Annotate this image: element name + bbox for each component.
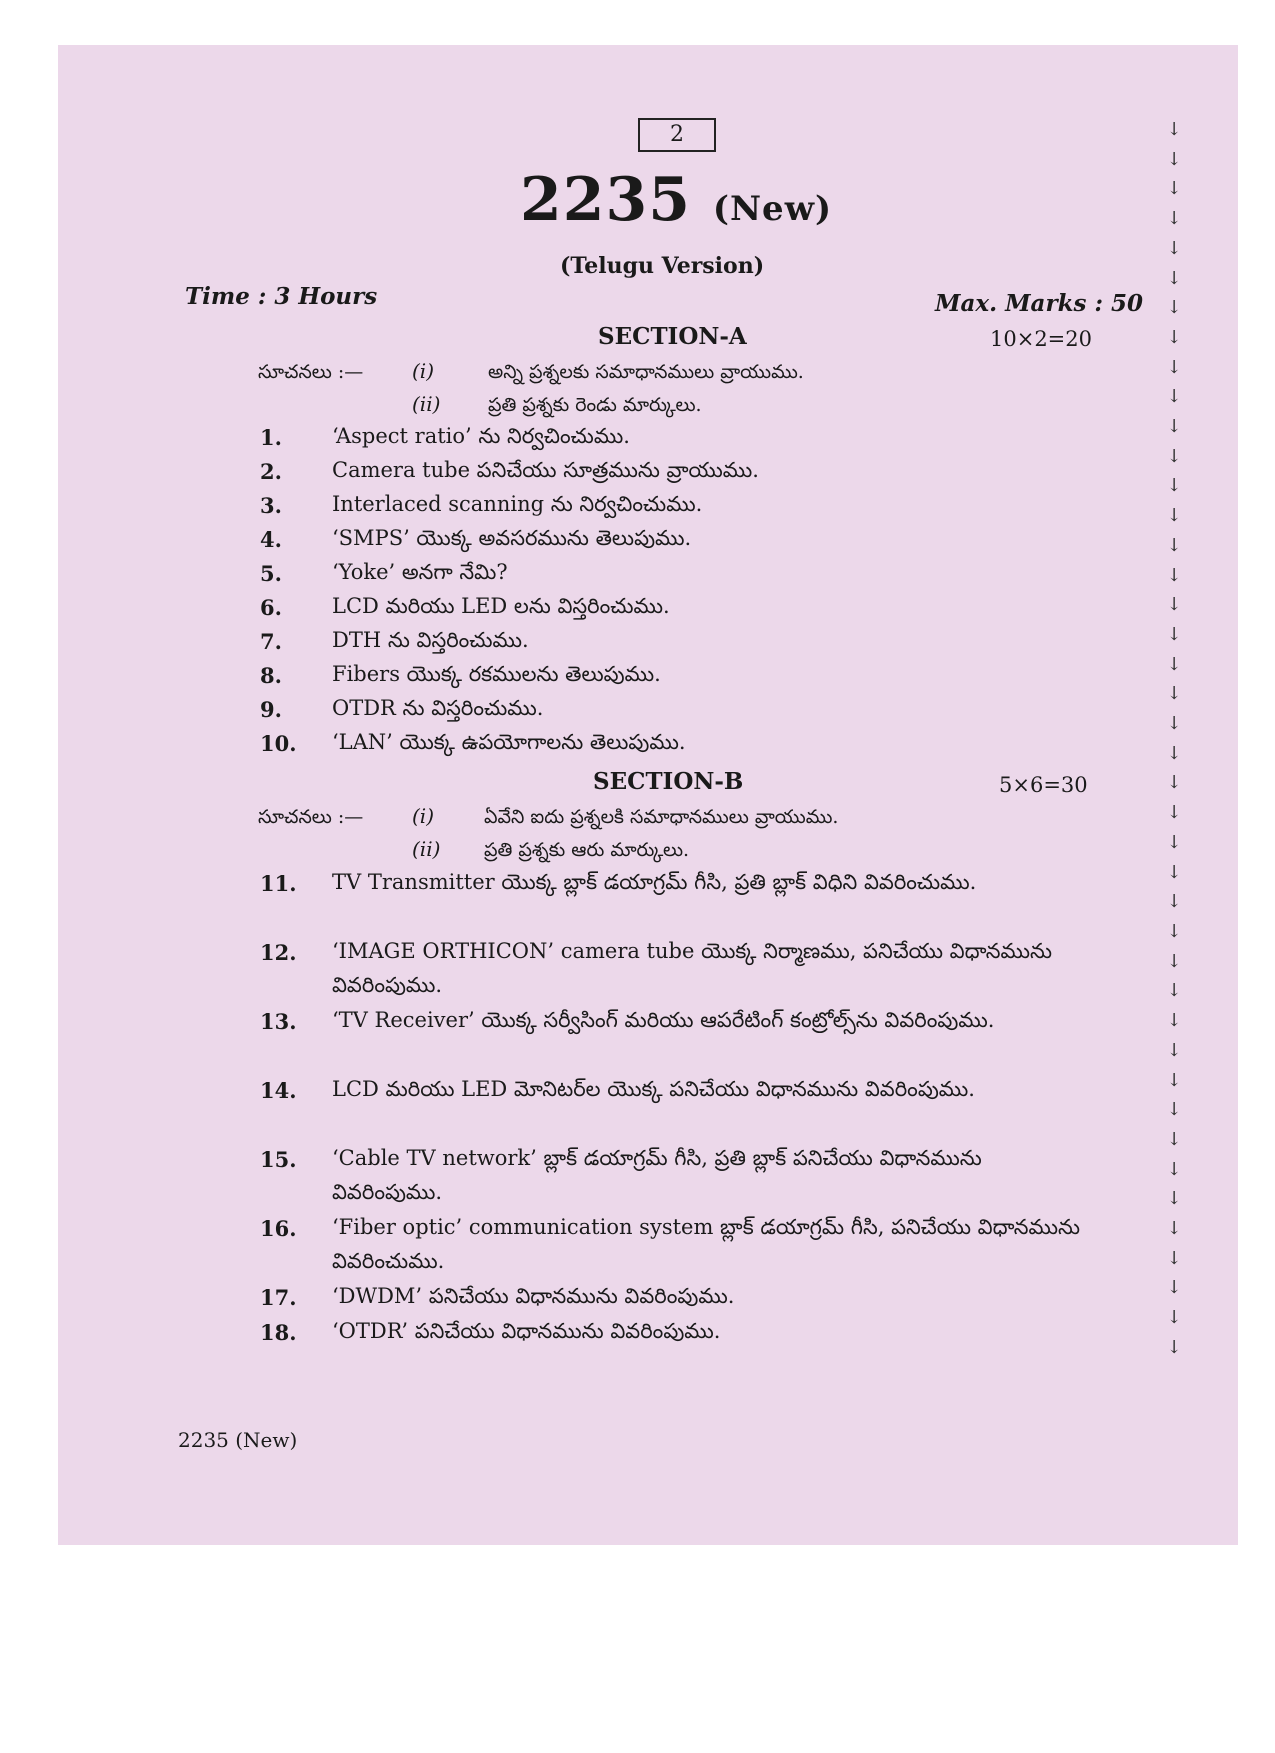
question-text: ‘Fiber optic’ communication system బ్లాక్ డయాగ్రమ్ గీసి, పనిచేయు విధానమును వివరించుము. bbox=[332, 1215, 1081, 1273]
down-arrow-icon: ↓ bbox=[1166, 326, 1182, 348]
down-arrow-icon: ↓ bbox=[1166, 534, 1182, 556]
down-arrow-icon: ↓ bbox=[1166, 297, 1182, 319]
question-number: 6. bbox=[260, 595, 282, 620]
section-b-instr-text-1: ఏవేని ఐదు ప్రశ్నలకి సమాధానములు వ్రాయుము. bbox=[484, 806, 839, 828]
margin-arrow-column bbox=[1164, 115, 1184, 1363]
down-arrow-icon: ↓ bbox=[1166, 742, 1182, 764]
section-a-instr-text-2: ప్రతి ప్రశ్నకు రెండు మార్కులు. bbox=[488, 394, 702, 416]
down-arrow-icon: ↓ bbox=[1166, 1188, 1182, 1210]
section-b-title: SECTION-B bbox=[593, 768, 744, 795]
down-arrow-icon: ↓ bbox=[1166, 1218, 1182, 1240]
section-a-instr-text-1: అన్ని ప్రశ్నలకు సమాధానములు వ్రాయుము. bbox=[488, 361, 804, 383]
question-number: 13. bbox=[260, 1009, 297, 1034]
down-arrow-icon: ↓ bbox=[1166, 713, 1182, 735]
down-arrow-icon: ↓ bbox=[1166, 148, 1182, 170]
down-arrow-icon: ↓ bbox=[1166, 445, 1182, 467]
question-number: 1. bbox=[260, 425, 282, 450]
question-number: 5. bbox=[260, 561, 282, 586]
time-label: Time : 3 Hours bbox=[185, 283, 378, 310]
down-arrow-icon: ↓ bbox=[1166, 950, 1182, 972]
section-b-instr-num-2: (ii) bbox=[412, 837, 441, 861]
down-arrow-icon: ↓ bbox=[1166, 920, 1182, 942]
question-number: 4. bbox=[260, 527, 282, 552]
down-arrow-icon: ↓ bbox=[1166, 1128, 1182, 1150]
question-text: ‘LAN’ యొక్క ఉపయోగాలను తెలుపుము. bbox=[332, 730, 686, 754]
down-arrow-icon: ↓ bbox=[1166, 802, 1182, 824]
down-arrow-icon: ↓ bbox=[1166, 1277, 1182, 1299]
section-a-instr-num-2: (ii) bbox=[412, 392, 441, 416]
down-arrow-icon: ↓ bbox=[1166, 119, 1182, 140]
section-b-instr-num-1: (i) bbox=[412, 804, 435, 828]
section-a-instructions-label: సూచనలు :— bbox=[258, 361, 364, 383]
question-number: 7. bbox=[260, 629, 282, 654]
down-arrow-icon: ↓ bbox=[1166, 356, 1182, 378]
down-arrow-icon: ↓ bbox=[1166, 1039, 1182, 1061]
question-text: DTH ను విస్తరించుము. bbox=[332, 628, 529, 652]
down-arrow-icon: ↓ bbox=[1166, 1069, 1182, 1091]
down-arrow-icon: ↓ bbox=[1166, 178, 1182, 200]
question-number: 11. bbox=[260, 871, 297, 896]
down-arrow-icon: ↓ bbox=[1166, 980, 1182, 1002]
paper-title bbox=[520, 165, 832, 235]
question-text: ‘Cable TV network’ బ్లాక్ డయాగ్రమ్ గీసి, ప్రతి బ్లాక్ పనిచేయు విధానమును వివరింపుము. bbox=[332, 1146, 982, 1204]
question-text: LCD మరియు LED లను విస్తరించుము. bbox=[332, 594, 670, 618]
down-arrow-icon: ↓ bbox=[1166, 1336, 1182, 1358]
down-arrow-icon: ↓ bbox=[1166, 505, 1182, 527]
paper-variant: (New) bbox=[712, 189, 833, 229]
question-text: OTDR ను విస్తరించుము. bbox=[332, 696, 544, 720]
down-arrow-icon: ↓ bbox=[1166, 386, 1182, 408]
section-b-instr-text-2: ప్రతి ప్రశ్నకు ఆరు మార్కులు. bbox=[484, 839, 690, 861]
down-arrow-icon: ↓ bbox=[1166, 861, 1182, 883]
down-arrow-icon: ↓ bbox=[1166, 267, 1182, 289]
question-number: 10. bbox=[260, 731, 297, 756]
down-arrow-icon: ↓ bbox=[1166, 237, 1182, 259]
paper-code: 2235 bbox=[520, 165, 691, 235]
down-arrow-icon: ↓ bbox=[1166, 1158, 1182, 1180]
version-label: (Telugu Version) bbox=[560, 253, 765, 279]
down-arrow-icon: ↓ bbox=[1166, 416, 1182, 438]
question-text: Fibers యొక్క రకములను తెలుపుము. bbox=[332, 662, 661, 686]
question-text: ‘IMAGE ORTHICON’ camera tube యొక్క నిర్మాణము, పనిచేయు విధానమును వివరింపుము. bbox=[332, 939, 1052, 997]
footer-paper-code: 2235 (New) bbox=[178, 1428, 298, 1452]
down-arrow-icon: ↓ bbox=[1166, 772, 1182, 794]
max-marks-label: Max. Marks : 50 bbox=[935, 290, 1143, 317]
down-arrow-icon: ↓ bbox=[1166, 594, 1182, 616]
question-text: ‘OTDR’ పనిచేయు విధానమును వివరింపుము. bbox=[332, 1319, 721, 1343]
question-number: 9. bbox=[260, 697, 282, 722]
question-text: ‘SMPS’ యొక్క అవసరమును తెలుపుము. bbox=[332, 526, 692, 550]
down-arrow-icon: ↓ bbox=[1166, 1247, 1182, 1269]
question-text: Camera tube పనిచేయు సూత్రమును వ్రాయుము. bbox=[332, 458, 759, 482]
question-number: 12. bbox=[260, 940, 297, 965]
down-arrow-icon: ↓ bbox=[1166, 1099, 1182, 1121]
question-text: ‘Yoke’ అనగా నేమి? bbox=[332, 560, 508, 584]
question-number: 2. bbox=[260, 459, 282, 484]
down-arrow-icon: ↓ bbox=[1166, 475, 1182, 497]
question-number: 3. bbox=[260, 493, 282, 518]
page-number-box: 2 bbox=[638, 118, 716, 152]
down-arrow-icon: ↓ bbox=[1166, 564, 1182, 586]
question-text: ‘TV Receiver’ యొక్క సర్వీసింగ్ మరియు ఆపరేటింగ్ కంట్రోల్స్‌ను వివరింపుము. bbox=[332, 1008, 995, 1032]
down-arrow-icon: ↓ bbox=[1166, 831, 1182, 853]
section-a-instr-num-1: (i) bbox=[412, 359, 435, 383]
down-arrow-icon: ↓ bbox=[1166, 623, 1182, 645]
question-number: 16. bbox=[260, 1216, 297, 1241]
question-text: ‘DWDM’ పనిచేయు విధానమును వివరింపుము. bbox=[332, 1284, 735, 1308]
question-text: LCD మరియు LED మోనిటర్‌ల యొక్క పనిచేయు విధానమును వివరింపుము. bbox=[332, 1077, 975, 1101]
section-b-marks: 5×6=30 bbox=[999, 773, 1088, 797]
down-arrow-icon: ↓ bbox=[1166, 683, 1182, 705]
down-arrow-icon: ↓ bbox=[1166, 653, 1182, 675]
section-b-instructions-label: సూచనలు :— bbox=[258, 806, 364, 828]
section-a-marks: 10×2=20 bbox=[990, 327, 1092, 351]
question-number: 8. bbox=[260, 663, 282, 688]
down-arrow-icon: ↓ bbox=[1166, 208, 1182, 230]
section-a-title: SECTION-A bbox=[598, 323, 747, 350]
question-number: 15. bbox=[260, 1147, 297, 1172]
question-text: ‘Aspect ratio’ ను నిర్వచించుము. bbox=[332, 424, 630, 448]
question-number: 18. bbox=[260, 1320, 297, 1345]
down-arrow-icon: ↓ bbox=[1166, 1307, 1182, 1329]
down-arrow-icon: ↓ bbox=[1166, 1010, 1182, 1032]
question-number: 17. bbox=[260, 1285, 297, 1310]
question-text: TV Transmitter యొక్క బ్లాక్ డయాగ్రమ్ గీసి, ప్రతి బ్లాక్ విధిని వివరించుము. bbox=[332, 870, 977, 894]
question-text: Interlaced scanning ను నిర్వచించుము. bbox=[332, 492, 703, 516]
down-arrow-icon: ↓ bbox=[1166, 891, 1182, 913]
question-number: 14. bbox=[260, 1078, 297, 1103]
